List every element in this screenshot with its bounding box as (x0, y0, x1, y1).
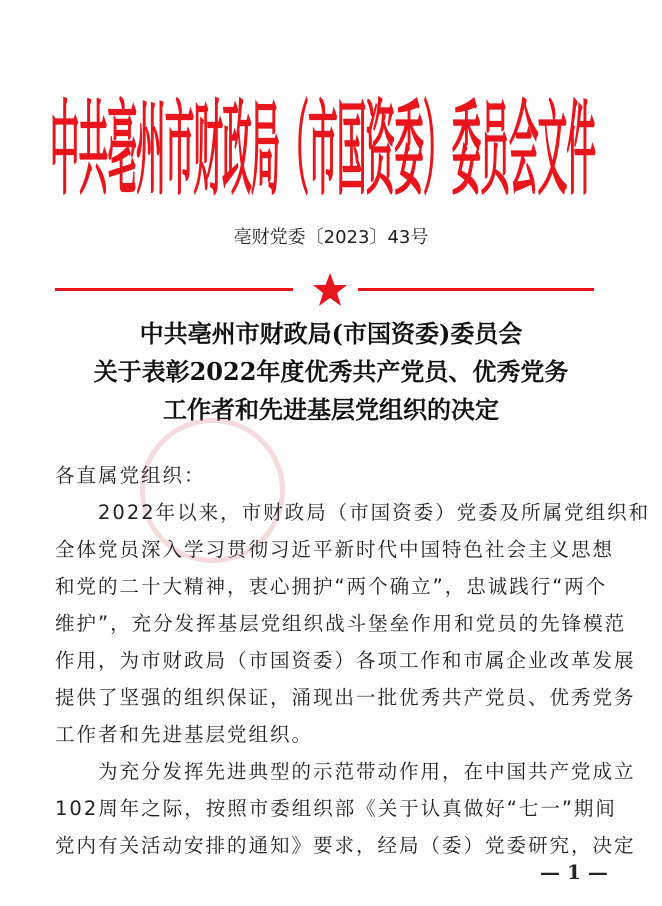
body-line: 维护”，充分发挥基层党组织战斗堡垒作用和党员的先锋模范 (55, 612, 627, 635)
body-line: 为充分发挥先进典型的示范带动作用，在中国共产党成立 (55, 760, 636, 783)
title-line-3: 工作者和先进基层党组织的决定 (163, 395, 499, 424)
body-line: 全体党员深入学习贯彻习近平新时代中国特色社会主义思想 (55, 538, 615, 561)
body-line: 工作者和先进基层党组织。 (55, 723, 314, 746)
title-line-1: 中共亳州市财政局(市国资委)委员会 (139, 319, 523, 348)
body-line: 作用，为市财政局（市国资委）各项工作和市属企业改革发展 (55, 649, 636, 672)
body-line: 102周年之际，按照市委组织部《关于认真做好“七一”期间 (55, 797, 617, 820)
red-star-icon (312, 272, 348, 308)
body-line: 党内有关活动安排的通知》要求，经局（委）党委研究，决定 (55, 834, 636, 857)
document-number: 亳财党委〔2023〕43号 (233, 227, 429, 248)
document-header-title (50, 70, 610, 210)
body-line: 和党的二十大精神，衷心拥护“两个确立”，忠诚践行“两个 (55, 575, 608, 598)
body-line: 提供了坚强的组织保证，涌现出一批优秀共产党员、优秀党务 (55, 686, 636, 709)
title-line-2: 关于表彰2022年度优秀共产党员、优秀党务 (93, 357, 569, 386)
red-divider-right (358, 288, 594, 291)
salutation: 各直属党组织： (55, 464, 206, 487)
page-number: — 1 — (540, 860, 608, 884)
body-line: 2022年以来，市财政局（市国资委）党委及所属党组织和 (55, 501, 651, 524)
red-divider-left (55, 288, 293, 291)
header-title-text: 中共亳州市财政局（市国资委）委员会文件 (50, 88, 595, 210)
